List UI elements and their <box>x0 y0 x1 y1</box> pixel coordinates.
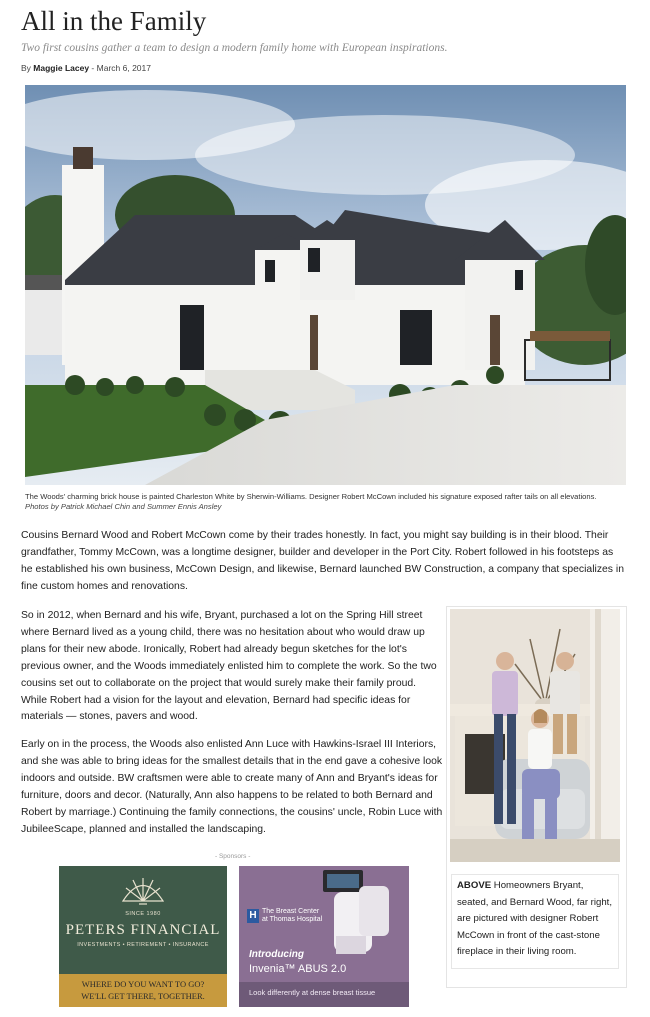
ad-breast-center[interactable] <box>239 866 409 1007</box>
author-link[interactable]: Maggie Lacey <box>33 63 90 73</box>
hero-image <box>25 85 626 485</box>
ad2-org-line2: at Thomas Hospital <box>262 916 323 923</box>
ad2-product: Invenia™ ABUS 2.0 <box>249 963 347 975</box>
article-title: All in the Family <box>21 6 207 36</box>
ad1-services: INVESTMENTS • RETIREMENT • INSURANCE <box>77 942 209 948</box>
ad1-line2: WE'LL GET THERE, TOGETHER. <box>81 991 205 1001</box>
ad2-org-line1: The Breast Center <box>262 908 320 915</box>
ad1-since: SINCE 1980 <box>125 911 161 917</box>
article-subtitle: Two first cousins gather a team to design a modern family home with European inspirations. <box>21 42 448 54</box>
ad1-name: PETERS FINANCIAL <box>65 922 221 938</box>
hero-caption-text: The Woods' charming brick house is painted Charleston White by Sherwin-Williams. Designer Robert McCown included his signature exposed rafter tails on all elevations. <box>25 492 597 501</box>
ad1-line1: WHERE DO YOU WANT TO GO? <box>81 979 205 989</box>
byline-separator: - <box>91 63 95 73</box>
caption-label: ABOVE <box>457 880 492 891</box>
ad-peters-financial[interactable] <box>59 866 227 1007</box>
sidebar-caption <box>451 874 619 969</box>
ad2-tagline: Look differently at dense breast tissue <box>249 988 376 997</box>
caption-body: Homeowners Bryant, seated, and Bernard Wood, far right, are pictured with designer Robert McCown in front of the cast-stone fireplace in their living room. <box>457 880 613 957</box>
publish-date: March 6, 2017 <box>96 63 151 73</box>
family-photo <box>450 609 620 862</box>
body-paragraph-2: So in 2012, when Bernard and his wife, Bryant, purchased a lot on the Spring Hill street where Bernard lived as a young child, there was no hesitation about who would draw up plans for their new abode. Ironically, Robert had already begun sketches for the lot's previous owner, and the Woods immediately enlisted him to complete the work. So the two cousins set out to collaborate on the project that would surely make their family proud. While Robert had a vision for the layout and elevation, Bernard had specific ideas for materials — stones, pavers and wood. <box>21 610 437 723</box>
byline-prefix: By <box>21 63 31 73</box>
body-paragraph-3: Early on in the process, the Woods also enlisted Ann Luce with Hawkins-Israel III Interiors, and she was able to bring ideas for the smallest details that in the end gave a cohesive look indoors and outside. BW craftsmen were able to create many of Ann and Bryant's ideas for furniture, doors and decor. (Naturally, Ann also happens to be related to both Bernard and Robert by marriage.) Continuing the family connections, the cousins' uncle, Robin Luce with JubileeScape, planned and installed the landscaping. <box>21 739 443 835</box>
photo-credit: Photos by Patrick Michael Chin and Summer Ennis Ansley <box>25 502 222 511</box>
sponsors-label: - Sponsors - <box>215 853 251 860</box>
body-paragraph-1: Cousins Bernard Wood and Robert McCown come by their trades honestly. In fact, you might say building is in their blood. Their grandfather, Tommy McCown, was a longtime designer, builder and developer in the Port City. Robert followed in his footsteps as he established his own business, McCown Design, and likewise, Bernard launched BW Construction, a company that specializes in fine custom homes and renovations. <box>21 530 624 592</box>
hospital-logo-icon: H <box>247 909 259 923</box>
byline <box>21 63 151 73</box>
ad2-intro: Introducing <box>249 949 304 960</box>
hero-caption <box>25 492 625 512</box>
